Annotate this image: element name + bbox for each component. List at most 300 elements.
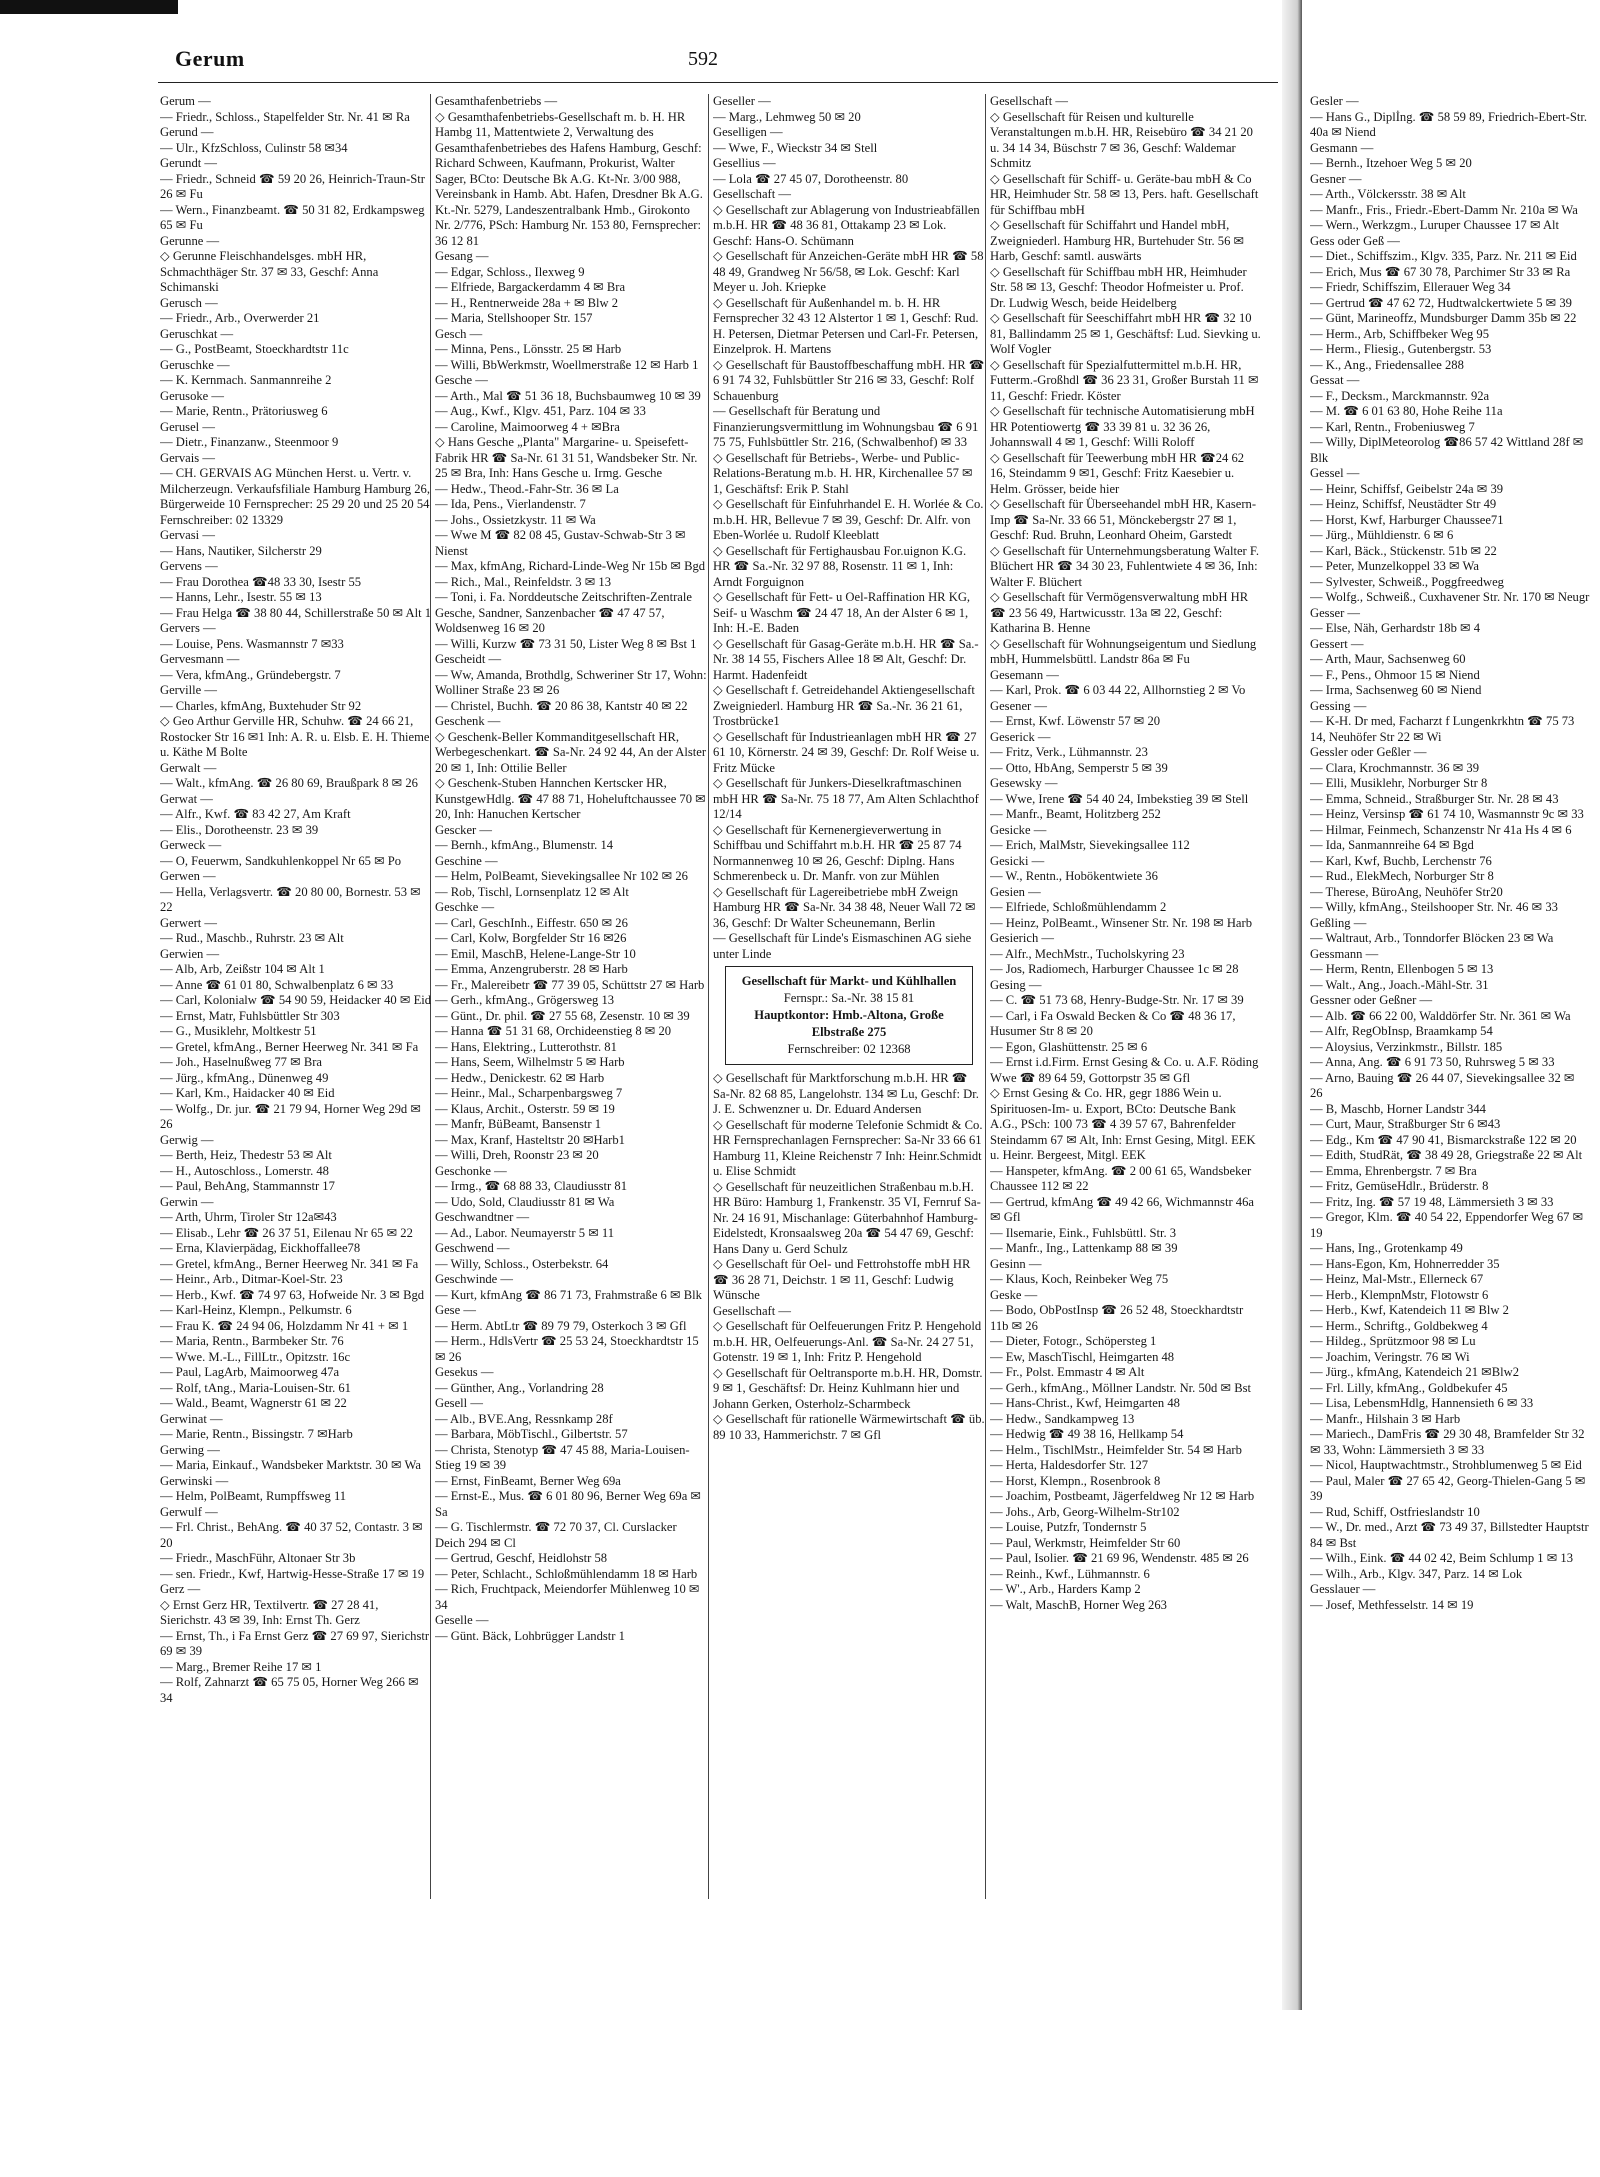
- directory-entry: ◇ Gesellschaft für Schiffbau mbH HR, Heimhuder Str. 58 ✉ 13, Geschf: Theodor Hofmeister u. Prof. Dr. Ludwig Wesch, beide Heidelberg: [990, 264, 1247, 310]
- directory-entry: — Jürg., Mühldienstr. 6 ✉ 6: [1310, 528, 1454, 542]
- directory-entry: — Emma, Schneid., Straßburger Str. Nr. 28 ✉ 43: [1310, 791, 1559, 806]
- directory-entry: — Maria, Rentn., Barmbeker Str. 76: [160, 1334, 344, 1348]
- directory-entry: — Hans, Seem, Wilhelmstr 5 ✉ Harb: [435, 1055, 625, 1069]
- directory-entry: Gesslauer —: [1310, 1582, 1376, 1596]
- directory-entry: Geseller —: [713, 94, 771, 108]
- directory-entry: — Maria, Stellshooper Str. 157: [435, 311, 593, 325]
- directory-entry: — M. ☎ 6 01 63 80, Hohe Reihe 11a: [1310, 404, 1503, 418]
- directory-entry: — Emil, MaschB, Helene-Lange-Str 10: [435, 946, 636, 961]
- directory-entry: ◇ Gesellschaft für rationelle Wärmewirtschaft ☎ üb. 89 10 33, Hammerichstr. 7 ✉ Gfl: [713, 1412, 985, 1442]
- directory-entry: — Fritz, Verk., Lühmannstr. 23: [990, 745, 1148, 759]
- directory-entry: ◇ Gesellschaft für Junkers-Dieselkraftmaschinen mbH HR ☎ Sa-Nr. 75 18 77, Am Alten Schlachthof 12/14: [713, 776, 979, 821]
- directory-entry: ◇ Ernst Gerz HR, Textilvertr. ☎ 27 28 41, Sierichstr. 43 ✉ 39, Inh: Ernst Th. Gerz: [160, 1597, 379, 1627]
- directory-entry: Gerunne —: [160, 233, 220, 248]
- column-rule: [708, 94, 709, 1899]
- directory-entry: Gerwert —: [160, 915, 217, 930]
- directory-entry: — Ernst-E., Mus. ☎ 6 01 80 96, Berner Weg 69a ✉ Sa: [435, 1489, 701, 1519]
- directory-entry: ◇ Gesellschaft für Oeltransporte m.b.H. HR, Domstr. 9 ✉ 1, Geschäftsf: Dr. Heinz Kuhlmann hier und Johann Gerken, Osterholz-Scharmbeck: [713, 1365, 983, 1411]
- directory-entry: — Manfr., Ing., Lattenkamp 88 ✉ 39: [990, 1241, 1178, 1255]
- directory-entry: Gesener —: [990, 698, 1047, 713]
- directory-entry: ◇ Gesellschaft für Seeschiffahrt mbH HR ☎ 32 10 81, Ballindamm 25 ✉ 1, Geschäftsf: Lud. Sievking u. Wolf Vogler: [990, 311, 1261, 356]
- directory-entry: — Therese, BüroAng, Neuhöfer Str20: [1310, 884, 1503, 899]
- directory-entry: — Herb., Kwf, Katendeich 11 ✉ Blw 2: [1310, 1303, 1509, 1317]
- directory-entry: — Josef, Methfesselstr. 14 ✉ 19: [1310, 1597, 1474, 1612]
- directory-entry: ◇ Gesellschaft für Reisen und kulturelle Veranstaltungen m.b.H. HR, Reisebüro ☎ 34 21 20 u. 34 14 34, Büschstr 7 ✉ 36, Geschf: Waldemar Schmitz: [990, 109, 1253, 170]
- directory-entry: Geserick —: [990, 729, 1051, 744]
- directory-entry: — Wwe, Irene ☎ 54 40 24, Imbekstieg 39 ✉ Stell: [990, 791, 1249, 806]
- running-head: Gerum: [175, 46, 245, 71]
- directory-entry: Geruschke —: [160, 357, 230, 372]
- directory-entry: — Waltraut, Arb., Tonndorfer Blöcken 23 ✉ Wa: [1310, 931, 1554, 945]
- directory-entry: — F., Pens., Ohmoor 15 ✉ Niend: [1310, 667, 1480, 682]
- directory-entry: — Charles, kfmAng, Buxtehuder Str 92: [160, 698, 362, 713]
- directory-entry: Gescheidt —: [435, 652, 502, 666]
- directory-entry: ◇ Hans Gesche „Planta" Margarine- u. Speisefett-Fabrik HR ☎ Sa-Nr. 61 31 51, Wandsbeker Str. Nr. 25 ✉ Bra, Inh: Hans Gesche u. Irmg. Gesche: [435, 435, 698, 480]
- directory-entry: — Emma, Anzengruberstr. 28 ✉ Harb: [435, 962, 628, 976]
- directory-entry: ◇ Gesellschaft für Lagereibetriebe mbH Zweign Hamburg HR ☎ Sa-Nr. 34 38 48, Neuer Wall 72 ✉36, Geschf: Dr Walter Scheunemann, Berlin: [713, 884, 976, 930]
- directory-entry: Gesewsky —: [990, 776, 1058, 790]
- directory-entry: Geschine —: [435, 853, 498, 868]
- directory-entry: — Paul, Isolier. ☎ 21 69 96, Wendenstr. 485 ✉ 26: [990, 1551, 1249, 1565]
- directory-entry: Geschonke —: [435, 1163, 507, 1178]
- directory-entry: Geselle —: [435, 1613, 489, 1627]
- directory-entry: — Willi, Kurzw ☎ 73 31 50, Lister Weg 8 ✉ Bst 1: [435, 636, 697, 651]
- directory-entry: — Carl, Kolonialw ☎ 54 90 59, Heidacker 40 ✉ Eid: [160, 993, 432, 1007]
- directory-entry: Gesner —: [1310, 171, 1362, 186]
- directory-entry: — Alfr, RegObInsp, Braamkamp 54: [1310, 1024, 1493, 1038]
- directory-entry: — Willi, Dreh, Roonstr 23 ✉ 20: [435, 1148, 599, 1162]
- directory-entry: — Bernh., Itzehoer Weg 5 ✉ 20: [1310, 156, 1472, 170]
- directory-entry: ◇ Ernst Gesing & Co. HR, gegr 1886 Wein u. Spirituosen-Im- u. Export, BCto: Deutsche Bank A.G., PSch: 100 73 ☎ 4 39 57 67, Bahrenfelder Steindamm 67 ✉ Alt, Inh: Ernst Gesing, Mitgl. EEK u. Heinr. Bergeest, Mitgl. EEK: [990, 1086, 1256, 1162]
- directory-entry: — Manfr, BüBeamt, Bansenstr 1: [435, 1117, 601, 1131]
- directory-entry: ◇ Gesellschaft für Kernenergieverwertung in Schiffbau und Schiffahrt m.b.H. HR ☎ 25 87 74 Normannenweg 10 ✉ 26, Geschf: Diplng. Hans Schmerenbeck u. Dr. Manfr. von zur Mühlen: [713, 822, 962, 883]
- directory-entry: ◇ Gesellschaft für Gasag-Geräte m.b.H. HR ☎ Sa.-Nr. 38 14 55, Fischers Allee 18 ✉ Alt, Geschf: Dr. Harmt. Hadenfeidt: [713, 636, 979, 682]
- directory-entry: Gesicke —: [990, 822, 1047, 837]
- directory-entry: Geske —: [990, 1287, 1038, 1302]
- directory-entry: — Gregor, Klm. ☎ 40 54 22, Eppendorfer Weg 67 ✉ 19: [1310, 1210, 1584, 1240]
- directory-entry: — W'., Arb., Harders Kamp 2: [990, 1582, 1141, 1596]
- directory-entry: — Edgar, Schloss., Ilexweg 9: [435, 264, 585, 279]
- directory-entry: — Alb, Arb, Zeißstr 104 ✉ Alt 1: [160, 962, 325, 976]
- directory-entry: — Rich, Fruchtpack, Meiendorfer Mühlenweg 10 ✉ 34: [435, 1582, 700, 1612]
- directory-entry: Gesell —: [435, 1396, 483, 1410]
- directory-entry: — Günt. Bäck, Lohbrügger Landstr 1: [435, 1628, 625, 1643]
- directory-entry: Gessat —: [1310, 373, 1360, 387]
- column-4: [990, 94, 1262, 1894]
- directory-entry: — W., Rentn., Hobökentwiete 36: [990, 869, 1158, 883]
- directory-entry: — Sylvester, Schweiß., Poggfreedweg: [1310, 574, 1504, 589]
- directory-entry: — Rolf, Zahnarzt ☎ 65 75 05, Horner Weg 266 ✉ 34: [160, 1675, 419, 1705]
- directory-entry: — Wilh., Eink. ☎ 44 02 42, Beim Schlump 1 ✉ 13: [1310, 1551, 1574, 1565]
- scan-margin-bottom: [0, 2010, 1600, 2177]
- directory-entry: — F., Decksm., Marckmannstr. 92a: [1310, 388, 1490, 403]
- directory-entry: ◇ Gesellschaft zur Ablagerung von Industrieabfällen m.b.H. HR ☎ 48 36 81, Ottakamp 23 ✉ Lok. Geschf: Hans-O. Schümann: [713, 202, 980, 248]
- directory-entry: Gesinn —: [990, 1256, 1042, 1271]
- directory-entry: Gerwen —: [160, 869, 216, 883]
- directory-entry: — Ulr., KfzSchloss, Culinstr 58 ✉34: [160, 140, 348, 155]
- directory-entry: ◇ Gesellschaft für Marktforschung m.b.H. HR ☎ Sa-Nr. 82 68 85, Langelohstr. 134 ✉ Lu, Geschf: Dr. J. E. Schwenzner u. Dr. Eduard Andersen: [713, 1071, 979, 1116]
- directory-entry: ◇ Gesellschaft für technische Automatisierung mbH HR Potentiowertg ☎ 33 39 81 u. 32 36 26, Johannswall 4 ✉ 1, Geschf: Willi Roloff: [990, 404, 1255, 449]
- directory-entry: Gessing —: [1310, 698, 1367, 713]
- directory-entry: — Erich, MalMstr, Sievekingsallee 112: [990, 838, 1190, 852]
- directory-entry: Gesler —: [1310, 94, 1359, 108]
- directory-entry: — Heinz, Mal-Mstr., Ellerneck 67: [1310, 1272, 1484, 1286]
- directory-entry: Gessler oder Geßler —: [1310, 745, 1427, 759]
- advert-office: Hauptkontor: Hmb.-Altona, Große Elbstraße 275: [754, 1008, 944, 1039]
- directory-entry: ◇ Gesellschaft für Vermögensverwaltung mbH HR ☎ 23 56 49, Hartwicusstr. 13a ✉ 22, Geschf: Katharina B. Henne: [990, 590, 1249, 635]
- directory-entry: — Alfr., Kwf. ☎ 83 42 27, Am Kraft: [160, 807, 351, 821]
- advert-box: [725, 966, 973, 1065]
- directory-entry: Gerundt —: [160, 156, 218, 170]
- directory-entry: — Walt., Ang., Joach.-Mähl-Str. 31: [1310, 977, 1489, 992]
- directory-entry: ◇ Gesellschaft für Fertighausbau For.uignon K.G. HR ☎ Sa.-Nr. 32 97 88, Rosenstr. 11 ✉ 1, Inh: Arndt Forguignon: [713, 543, 967, 589]
- directory-entry: — Reinh., Kwf., Lühmannstr. 6: [990, 1566, 1150, 1581]
- directory-entry: — Helm., TischlMstr., Heimfelder Str. 54 ✉ Harb: [990, 1442, 1242, 1457]
- directory-entry: Gessert —: [1310, 636, 1364, 651]
- directory-entry: Gerwig —: [160, 1132, 214, 1147]
- directory-entry: Gervens —: [160, 559, 218, 573]
- directory-entry: — Horst, Kwf, Harburger Chaussee71: [1310, 512, 1504, 527]
- directory-entry: — Gertrud, kfmAng ☎ 49 42 66, Wichmannstr 46a ✉ Gfl: [990, 1194, 1254, 1224]
- directory-entry: — Emma, Ehrenbergstr. 7 ✉ Bra: [1310, 1163, 1477, 1178]
- directory-entry: — Fritz, GemüseHdlr., Brüderstr. 8: [1310, 1179, 1489, 1193]
- directory-entry: — Hildeg., Sprützmoor 98 ✉ Lu: [1310, 1334, 1476, 1348]
- directory-entry: — Karl, Km., Haidacker 40 ✉ Eid: [160, 1086, 335, 1100]
- directory-entry: — Ernst, Th., i Fa Ernst Gerz ☎ 27 69 97, Sierichstr 69 ✉ 39: [160, 1628, 430, 1658]
- column-1: [160, 94, 432, 1894]
- directory-entry: — Gertrud, Geschf, Heidlohstr 58: [435, 1551, 608, 1565]
- directory-entry: — Walt, MaschB, Horner Weg 263: [990, 1597, 1167, 1612]
- directory-entry: — Marg., Lehmweg 50 ✉ 20: [713, 109, 861, 124]
- directory-entry: — B, Maschb, Horner Landstr 344: [1310, 1101, 1486, 1116]
- advert-phone: Fernspr.: Sa.-Nr. 38 15 81: [783, 991, 915, 1005]
- directory-entry: ◇ Gesellschaft für neuzeitlichen Straßenbau m.b.H. HR Büro: Hamburg 1, Frankenstr. 35 VI, Fernruf Sa-Nr. 24 16 91, Mischanlage: Güterbahnhof Hamburg-Eidelstedt, Kronsaalsweg 20a ☎ 54 47 69, Geschf: Hans Dany u. Gerd Schulz: [713, 1179, 981, 1256]
- directory-entry: ◇ Gesellschaft für Spezialfuttermittel m.b.H. HR, Futterm.-Großhdl ☎ 36 23 31, Großer Burstah 11 ✉ 11, Geschf: Friedr. Köster: [990, 357, 1259, 403]
- directory-entry: — Walt., kfmAng. ☎ 26 80 69, Braußpark 8 ✉ 26: [160, 776, 418, 790]
- directory-entry: Geschke —: [435, 900, 495, 914]
- directory-entry: ◇ Gesellschaft für Fett- u Oel-Raffination HR KG, Seif- u Waschm ☎ 24 47 18, An der Alster 6 ✉ 1, Inh: H.-E. Baden: [713, 590, 971, 635]
- directory-entry: — Herb., KlempnMstr, Flotowstr 6: [1310, 1287, 1489, 1302]
- directory-entry: — Gertrud ☎ 47 62 72, Hudtwalckertwiete 5 ✉ 39: [1310, 295, 1572, 310]
- directory-entry: — Hans, Ing., Grotenkamp 49: [1310, 1241, 1463, 1255]
- directory-entry: — Christa, Stenotyp ☎ 47 45 88, Maria-Louisen-Stieg 19 ✉ 39: [435, 1442, 690, 1472]
- directory-entry: — Friedr., Schloss., Stapelfelder Str. Nr. 41 ✉ Ra: [160, 109, 410, 124]
- directory-entry: — Herm., Arb, Schiffbeker Weg 95: [1310, 326, 1489, 341]
- directory-entry: — Fr., Polst. Emmastr 4 ✉ Alt: [990, 1365, 1145, 1379]
- directory-entry: — Carl, i Fa Oswald Becken & Co ☎ 48 36 17, Husumer Str 8 ✉ 20: [990, 1008, 1236, 1038]
- directory-entry: — Marie, Rentn., Prätoriusweg 6: [160, 404, 328, 418]
- directory-entry: — Rud., Maschb., Ruhrstr. 23 ✉ Alt: [160, 931, 344, 945]
- directory-entry: — Heinr., Arb., Ditmar-Koel-Str. 23: [160, 1272, 343, 1286]
- directory-entry: — Hanna ☎ 51 31 68, Orchideenstieg 8 ✉ 20: [435, 1024, 672, 1038]
- directory-entry: — Ernst, Matr, Fuhlsbüttler Str 303: [160, 1008, 340, 1023]
- directory-entry: — Hedw., Sandkampweg 13: [990, 1411, 1135, 1426]
- directory-entry: — Wolfg., Dr. jur. ☎ 21 79 94, Horner Weg 29d ✉ 26: [160, 1101, 421, 1131]
- directory-entry: — Elis., Dorotheenstr. 23 ✉ 39: [160, 822, 319, 837]
- directory-entry: — Günt., Dr. phil. ☎ 27 55 68, Zesenstr. 10 ✉ 39: [435, 1008, 690, 1023]
- directory-entry: — Wern., Werkzgm., Luruper Chaussee 17 ✉ Alt: [1310, 218, 1560, 232]
- directory-entry: Gerusoke —: [160, 388, 225, 403]
- directory-entry: — Frl. Lilly, kfmAng., Goldbekufer 45: [1310, 1380, 1508, 1395]
- directory-entry: Gesellschaft —: [713, 187, 791, 201]
- directory-entry: Gessner oder Geßner —: [1310, 993, 1433, 1007]
- directory-entry: Gerweck —: [160, 838, 222, 852]
- directory-entry: — W., Dr. med., Arzt ☎ 73 49 37, Billstedter Hauptstr 84 ✉ Bst: [1310, 1520, 1589, 1550]
- directory-entry: — Heinz, PolBeamt., Winsener Str. Nr. 198 ✉ Harb: [990, 915, 1253, 930]
- directory-entry: ◇ Gerunne Fleischhandelsges. mbH HR, Schmachthäger Str. 37 ✉ 33, Geschf: Anna Schimanski: [160, 249, 379, 294]
- directory-entry: ◇ Geschenk-Stuben Hannchen Kertscker HR, KunstgewHdlg. ☎ 47 88 71, Hoheluftchaussee 70 ✉ 20, Inh: Hanuchen Kertscher: [435, 776, 706, 821]
- directory-entry: — Frau Helga ☎ 38 80 44, Schillerstraße 50 ✉ Alt 1: [160, 605, 432, 620]
- directory-entry: — Ernst, FinBeamt, Berner Weg 69a: [435, 1473, 621, 1488]
- directory-entry: Gerwinat —: [160, 1411, 223, 1426]
- directory-entry: — Gesellschaft für Beratung und Finanzierungsvermittlung im Wohnungsbau ☎ 6 91 75 75, Fuhlsbüttler Str. 216, (Schwalbenhof) ✉ 33: [713, 404, 979, 449]
- directory-entry: — Joachim, Veringstr. 76 ✉ Wi: [1310, 1349, 1470, 1364]
- directory-entry: — Hans-Christ., Kwf, Heimgarten 48: [990, 1396, 1180, 1410]
- directory-entry: ◇ Gesellschaft für Betriebs-, Werbe- und Public-Relations-Beratung m.b. H. HR, Kirchenallee 57 ✉ 1, Geschäftsf: Erik P. Stahl: [713, 450, 973, 496]
- directory-entry: Gesmann —: [1310, 140, 1374, 155]
- directory-entry: — C. ☎ 51 73 68, Henry-Budge-Str. Nr. 17 ✉ 39: [990, 993, 1244, 1007]
- directory-entry: Gesellschaft —: [990, 94, 1068, 108]
- directory-entry: — Otto, HbAng, Semperstr 5 ✉ 39: [990, 760, 1168, 775]
- directory-entry: — Rich., Mal., Reinfeldstr. 3 ✉ 13: [435, 574, 612, 589]
- directory-entry: Gesing —: [990, 977, 1042, 992]
- directory-entry: — Frau Dorothea ☎48 33 30, Isestr 55: [160, 574, 362, 589]
- directory-entry: — Karl, Rentn., Frobeniusweg 7: [1310, 419, 1475, 434]
- advert-title: Gesellschaft für Markt- und Kühlhallen: [741, 974, 957, 988]
- directory-entry: Gerwulf —: [160, 1504, 218, 1519]
- directory-entry: — Joh., Haselnußweg 77 ✉ Bra: [160, 1055, 323, 1069]
- directory-entry: Gesekus —: [435, 1365, 494, 1379]
- directory-entry: — Peter, Schlacht., Schloßmühlendamm 18 ✉ Harb: [435, 1566, 698, 1581]
- facing-page: [1302, 0, 1600, 2010]
- directory-entry: — Arth, Uhrm, Tiroler Str 12a✉43: [160, 1210, 337, 1224]
- directory-entry: — Louise, Pens. Wasmannstr 7 ✉33: [160, 636, 344, 651]
- directory-entry: — Arth, Maur, Sachsenweg 60: [1310, 652, 1466, 666]
- directory-entry: — Manfr., Beamt, Holitzberg 252: [990, 807, 1161, 821]
- directory-entry: — Hans, Elektring., Lutterothstr. 81: [435, 1039, 617, 1054]
- directory-entry: — Jos, Radiomech, Harburger Chaussee 1c ✉ 28: [990, 962, 1239, 976]
- directory-entry: — Paul, Maler ☎ 27 65 42, Georg-Thielen-Gang 5 ✉ 39: [1310, 1473, 1586, 1503]
- directory-entry: ◇ Gesellschaft für Schiffahrt und Handel mbH, Zweigniederl. Hamburg HR, Burtehuder Str. 56 ✉ Harb, Geschf: samtl. auswärts: [990, 218, 1245, 263]
- directory-entry: Gess oder Geß —: [1310, 233, 1400, 248]
- directory-entry: — Christel, Buchh. ☎ 20 86 38, Kantstr 40 ✉ 22: [435, 698, 688, 713]
- directory-entry: — Louise, Putzfr, Tondernstr 5: [990, 1520, 1147, 1534]
- directory-entry: — Carl, Kolw, Borgfelder Str 16 ✉26: [435, 931, 627, 945]
- directory-entry: — Peter, Munzelkoppel 33 ✉ Wa: [1310, 559, 1479, 573]
- directory-entry: — G., PostBeamt, Stoeckhardtstr 11c: [160, 342, 349, 356]
- directory-entry: — Lisa, LebensmHdlg, Hannensieth 6 ✉ 33: [1310, 1396, 1534, 1410]
- directory-entry: Gervasi —: [160, 528, 215, 542]
- directory-entry: — Maria, Einkauf., Wandsbeker Marktstr. 30 ✉ Wa: [160, 1458, 421, 1472]
- directory-entry: — Hedw., Denickestr. 62 ✉ Harb: [435, 1070, 605, 1085]
- directory-entry: Geruschkat —: [160, 326, 234, 341]
- directory-entry: — CH. GERVAIS AG München Herst. u. Vertr. v. Milcherzeugn. Verkaufsfiliale Hamburg Hamburg 26, Bürgerweide 10 Fernsprecher: 25 29 20 und 25 20 54 Fernschreiber: 02 13329: [160, 466, 430, 527]
- directory-entry: — Hanspeter, kfmAng. ☎ 2 00 61 65, Wandsbeker Chaussee 112 ✉ 22: [990, 1163, 1252, 1193]
- directory-entry: — Heinr, Schiffsf, Geibelstr 24a ✉ 39: [1310, 481, 1504, 496]
- directory-entry: — Berth, Heiz, Thedestr 53 ✉ Alt: [160, 1148, 332, 1162]
- directory-entry: — Irmg., ☎ 68 88 33, Claudiusstr 81: [435, 1179, 627, 1193]
- directory-entry: — Mariech., DamFris ☎ 29 30 48, Bramfelder Str 32 ✉ 33, Wohn: Lämmersieth 3 ✉ 33: [1310, 1427, 1585, 1457]
- directory-entry: — Else, Näh, Gerhardstr 18b ✉ 4: [1310, 621, 1481, 635]
- directory-entry: — Minna, Pens., Lönsstr. 25 ✉ Harb: [435, 342, 622, 356]
- directory-entry: — Wern., Finanzbeamt. ☎ 50 31 82, Erdkampsweg 65 ✉ Fu: [160, 202, 425, 232]
- directory-entry: — O, Feuerwm, Sandkuhlenkoppel Nr 65 ✉ Po: [160, 853, 402, 868]
- directory-entry: Gesang —: [435, 249, 489, 263]
- directory-entry: ◇ Gesellschaft für Teewerbung mbH HR ☎24 62 16, Steindamm 9 ✉1, Geschf: Fritz Kaesebier u. Helm. Grösser, beide hier: [990, 450, 1245, 496]
- directory-entry: — Willy, DiplMeteorolog ☎86 57 42 Wittland 28f ✉ Blk: [1310, 435, 1584, 465]
- directory-entry: Gesellius —: [713, 156, 776, 170]
- directory-entry: ◇ Gesamthafenbetriebs-Gesellschaft m. b. H. HR Hambg 11, Mattentwiete 2, Verwaltung des Gesamthafenbetriebes des Hafens Hamburg, Geschf: Richard Schween, Kaufmann, Prokurist, Walter Sager, BCto: Deutsche Bk A.G. Kt-Nr. 3/00 988, Vereinsbank in Hamb. Abt. Hafen, Dresdner Bk A.G. Kt.-Nr. 5279, Landeszentralbank Hmb., Girokonto Nr. 2/776, PSch: Hamburg Nr. 153 80, Fernsprecher: 36 12 81: [435, 109, 703, 248]
- header-rule: [158, 82, 1278, 83]
- directory-entry: — Arth., Völckersstr. 38 ✉ Alt: [1310, 187, 1466, 201]
- directory-entry: — Toni, i. Fa. Norddeutsche Zeitschriften-Zentrale Gesche, Sandner, Sanzenbacher ☎ 47 47 57, Woldsenweg 16 ✉ 20: [435, 590, 692, 635]
- directory-entry: — Hans-Egon, Km, Hohnerredder 35: [1310, 1256, 1500, 1271]
- directory-entry: — Hans G., Diplİng. ☎ 58 59 89, Friedrich-Ebert-Str. 40a ✉ Niend: [1310, 109, 1587, 139]
- directory-entry: Gessmann —: [1310, 946, 1379, 961]
- directory-entry: — Jürg., kfmAng, Katendeich 21 ✉Blw2: [1310, 1365, 1519, 1379]
- directory-entry: Gerwing —: [160, 1442, 220, 1457]
- directory-entry: Gesamthafenbetriebs —: [435, 94, 558, 108]
- directory-entry: — Edith, StudRät, ☎ 38 49 28, Griegstraße 22 ✉ Alt: [1310, 1148, 1583, 1162]
- directory-entry: — Johs., Ossietzkystr. 11 ✉ Wa: [435, 512, 596, 527]
- directory-entry: Gerund —: [160, 125, 214, 139]
- directory-entry: — Gretel, kfmAng., Berner Heerweg Nr. 341 ✉ Fa: [160, 1256, 419, 1271]
- directory-entry: — Willy, Schloss., Osterbekstr. 64: [435, 1256, 609, 1271]
- directory-entry: ◇ Gesellschaft für Einfuhrhandel E. H. Worlée & Co. m.b.H. HR, Bellevue 7 ✉ 39, Geschf: Dr. Alfr. von Eben-Worlée u. Rudolf Kleeblatt: [713, 497, 984, 542]
- column-2: [435, 94, 707, 1894]
- directory-entry: — Johs., Arb, Georg-Wilhelm-Str102: [990, 1504, 1180, 1519]
- directory-entry: — Rolf, tAng., Maria-Louisen-Str. 61: [160, 1380, 351, 1395]
- directory-entry: — Edg., Km ☎ 47 90 41, Bismarckstraße 122 ✉ 20: [1310, 1132, 1577, 1147]
- directory-entry: — Ew, MaschTischl, Heimgarten 48: [990, 1349, 1175, 1364]
- directory-entry: — Carl, GeschInh., Eiffestr. 650 ✉ 26: [435, 915, 628, 930]
- directory-entry: Gesemann —: [990, 667, 1059, 682]
- directory-entry: Gese —: [435, 1303, 476, 1317]
- directory-entry: ◇ Gesellschaft für Baustoffbeschaffung mbH. HR ☎ 6 91 74 32, Fuhlsbüttler Str 216 ✉ 33, Geschf: Rolf Schauenburg: [713, 357, 985, 403]
- column-5: [1310, 94, 1590, 1894]
- directory-entry: — Erna, Klavierpädag, Eickhoffallee78: [160, 1241, 361, 1255]
- directory-entry: — Karl-Heinz, Klempn., Pelkumstr. 6: [160, 1303, 352, 1317]
- directory-entry: — Alfr., MechMstr., Tucholskyring 23: [990, 946, 1185, 961]
- directory-entry: — Herta, Haldesdorfer Str. 127: [990, 1458, 1149, 1472]
- directory-entry: — Friedr., Arb., Overwerder 21: [160, 311, 320, 325]
- directory-entry: — Arth., Mal ☎ 51 36 18, Buchsbaumweg 10 ✉ 39: [435, 388, 701, 403]
- directory-entry: — Gretel, kfmAng., Berner Heerweg Nr. 341 ✉ Fa: [160, 1039, 419, 1054]
- directory-entry: — Manfr., Hilshain 3 ✉ Harb: [1310, 1411, 1461, 1426]
- directory-entry: — Bodo, ObPostInsp ☎ 26 52 48, Stoeckhardtstr 11b ✉ 26: [990, 1303, 1244, 1333]
- directory-entry: — Max, kfmAng, Richard-Linde-Weg Nr 15b ✉ Bgd: [435, 559, 706, 573]
- directory-entry: Gessel —: [1310, 466, 1360, 480]
- directory-entry: — Herm, Rentn, Ellenbogen 5 ✉ 13: [1310, 962, 1494, 976]
- directory-entry: — Marg., Bremer Reihe 17 ✉ 1: [160, 1659, 322, 1674]
- directory-entry: — Aug., Kwf., Klgv. 451, Parz. 104 ✉ 33: [435, 404, 646, 418]
- directory-entry: Gerwat —: [160, 791, 213, 806]
- directory-entry: — Marie, Rentn., Bissingstr. 7 ✉Harb: [160, 1427, 353, 1441]
- directory-entry: Gerum —: [160, 94, 211, 108]
- directory-entry: — Paul, Werkmstr, Heimfelder Str 60: [990, 1535, 1181, 1550]
- directory-entry: — Rud, Schiff, Ostfrieslandstr 10: [1310, 1504, 1480, 1519]
- directory-entry: — Günt, Marineoffz, Mundsburger Damm 35b ✉ 22: [1310, 311, 1577, 325]
- directory-entry: — Herb., Kwf. ☎ 74 97 63, Hofweide Nr. 3 ✉ Bgd: [160, 1287, 425, 1302]
- directory-entry: — Anne ☎ 61 01 80, Schwalbenplatz 6 ✉ 33: [160, 977, 394, 992]
- directory-entry: — Ernst i.d.Firm. Ernst Gesing & Co. u. A.F. Röding Wwe ☎ 89 64 59, Gottorpstr 35 ✉ Gfl: [990, 1055, 1259, 1085]
- directory-entry: ◇ Geo Arthur Gerville HR, Schuhw. ☎ 24 66 21, Rostocker Str 16 ✉1 Inh: A. R. u. Elsb. E. H. Thieme u. Käthe M Bolte: [160, 714, 430, 759]
- directory-entry: — Rob, Tischl, Lornsenplatz 12 ✉ Alt: [435, 884, 629, 899]
- directory-entry: Geschenk —: [435, 714, 501, 728]
- directory-entry: Gesser —: [1310, 605, 1361, 620]
- directory-entry: ◇ Gesellschaft für Außenhandel m. b. H. HR Fernsprecher 32 43 12 Alstertor 1 ✉ 1, Geschf: Rud. H. Petersen, Dietmar Petersen und Carl-Fr. Petersen, Einzelprok. H. Martens: [713, 295, 979, 356]
- directory-entry: ◇ Gesellschaft für Unternehmungsberatung Walter F. Blüchert HR ☎ 34 30 23, Fuhlentwiete 4 ✉ 36, Inh: Walter F. Blüchert: [990, 543, 1260, 589]
- directory-entry: — Ida, Pens., Vierlandenstr. 7: [435, 497, 586, 511]
- directory-entry: — Hella, Verlagsvertr. ☎ 20 80 00, Bornestr. 53 ✉ 22: [160, 884, 421, 914]
- directory-entry: Gerusel —: [160, 419, 215, 434]
- directory-entry: — Dietr., Finanzanw., Steenmoor 9: [160, 435, 339, 449]
- directory-entry: — Alb. ☎ 66 22 00, Walddörfer Str. Nr. 361 ✉ Wa: [1310, 1008, 1571, 1023]
- directory-entry: — Hedwig ☎ 49 38 16, Hellkamp 54: [990, 1427, 1184, 1441]
- directory-entry: ◇ Gesellschaft für moderne Telefonie Schmidt & Co. HR Fernsprechanlagen Fernsprecher: Sa-Nr 33 66 61 Hamburg 11, Kleine Reichenstr 7 Inh: Heinr.Schmidt u. Elise Schmidt: [713, 1117, 983, 1178]
- directory-entry: — Frau K. ☎ 24 94 06, Holzdamm Nr 41 + ✉ 1: [160, 1318, 409, 1333]
- directory-entry: — K., Ang., Friedensallee 288: [1310, 357, 1464, 372]
- directory-entry: — Arno, Bauing ☎ 26 44 07, Sievekingsallee 32 ✉ 26: [1310, 1070, 1575, 1100]
- directory-entry: — Ww, Amanda, Brothdlg, Schweriner Str 17, Wohn: Wolliner Straße 23 ✉ 26: [435, 667, 707, 697]
- directory-entry: Geschwandtner —: [435, 1210, 530, 1224]
- directory-entry: — Anna, Ang. ☎ 6 91 73 50, Ruhrsweg 5 ✉ 33: [1310, 1055, 1555, 1069]
- directory-entry: — Gerh., kfmAng., Möllner Landstr. Nr. 50d ✉ Bst: [990, 1380, 1252, 1395]
- directory-entry: — Wolfg., Schweiß., Cuxhavener Str. Nr. 170 ✉ Neugr: [1310, 590, 1590, 604]
- directory-entry: — sen. Friedr., Kwf, Hartwig-Hesse-Straße 17 ✉ 19: [160, 1566, 425, 1581]
- directory-entry: — Helm, PolBeamt, Sievekingsallee Nr 102 ✉ 26: [435, 869, 688, 883]
- directory-entry: — Barbara, MöbTischl., Gilbertstr. 57: [435, 1427, 628, 1441]
- directory-entry: — Elfriede, Bargackerdamm 4 ✉ Bra: [435, 280, 626, 294]
- book-gutter: [1282, 0, 1304, 2010]
- directory-entry: Gerville —: [160, 683, 218, 697]
- page-number: 592: [688, 48, 718, 70]
- directory-entry: Gesch —: [435, 326, 483, 341]
- directory-entry: — Heinz, Versinsp ☎ 61 74 10, Wasmannstr 9c ✉ 33: [1310, 807, 1584, 821]
- directory-entry: — Friedr., MaschFühr, Altonaer Str 3b: [160, 1551, 356, 1565]
- directory-entry: — Curt, Maur, Straßburger Str 6 ✉43: [1310, 1117, 1501, 1131]
- directory-entry: — Alb., BVE.Ang, Ressnkamp 28f: [435, 1411, 613, 1426]
- directory-entry: — Karl, Kwf, Buchb, Lerchenstr 76: [1310, 853, 1492, 868]
- directory-entry: — Hans, Nautiker, Silcherstr 29: [160, 543, 322, 558]
- directory-entry: Gesierich —: [990, 931, 1054, 945]
- directory-entry: ◇ Gesellschaft für Oelfeuerungen Fritz P. Hengehold m.b.H. HR, Oelfeuerungs-Anl. ☎ Sa-Nr. 24 27 51, Gotenstr. 19 ✉ 1, Inh: Fritz P. Hengehold: [713, 1319, 982, 1364]
- directory-entry: — Paul, BehAng, Stammannstr 17: [160, 1179, 335, 1193]
- directory-entry: Gervais —: [160, 450, 215, 465]
- directory-entry: — Manfr., Fris., Friedr.-Ebert-Damm Nr. 210a ✉ Wa: [1310, 202, 1578, 217]
- directory-entry: — K. Kernmach. Sanmannreihe 2: [160, 373, 332, 387]
- directory-entry: — Klaus, Koch, Reinbeker Weg 75: [990, 1272, 1169, 1286]
- directory-entry: — Karl, Prok. ☎ 6 03 44 22, Allhornstieg 2 ✉ Vo: [990, 683, 1246, 697]
- directory-entry: — G., Musiklehr, Moltkestr 51: [160, 1024, 317, 1038]
- directory-entry: ◇ Gesellschaft f. Getreidehandel Aktiengesellschaft Zweigniederl. Hamburg HR ☎ Sa.-Nr. 36 21 61, Trostbrücke1: [713, 683, 975, 728]
- directory-entry: — Lola ☎ 27 45 07, Dorotheenstr. 80: [713, 171, 909, 186]
- directory-entry: Geschwinde —: [435, 1272, 513, 1286]
- directory-entry: — Erich, Mus ☎ 67 30 78, Parchimer Str 33 ✉ Ra: [1310, 264, 1571, 279]
- directory-entry: — Diet., Schiffszim., Klgv. 335, Parz. Nr. 211 ✉ Eid: [1310, 249, 1577, 263]
- directory-entry: ◇ Gesellschaft für Anzeichen-Geräte mbH HR ☎ 58 48 49, Grandweg Nr 56/58, ✉ Lok. Geschf: Karl Meyer u. Joh. Kriepke: [713, 249, 984, 294]
- directory-entry: — Hanns, Lehr., Isestr. 55 ✉ 13: [160, 590, 322, 604]
- directory-entry: ◇ Gesellschaft für Industrieanlagen mbH HR ☎ 27 61 10, Körnerstr. 24 ✉ 39, Geschf: Dr. Rolf Weise u. Fritz Mücke: [713, 729, 980, 775]
- directory-entry: Gesicki —: [990, 853, 1045, 868]
- directory-entry: — Udo, Sold, Claudiusstr 81 ✉ Wa: [435, 1194, 615, 1209]
- directory-entry: — Egon, Glashüttenstr. 25 ✉ 6: [990, 1039, 1148, 1054]
- directory-entry: — Gesellschaft für Linde's Eismaschinen AG siehe unter Linde: [713, 931, 972, 961]
- directory-entry: — Elfriede, Schloßmühlendamm 2: [990, 900, 1167, 914]
- directory-entry: — Ida, Sanmannreihe 64 ✉ Bgd: [1310, 838, 1474, 852]
- directory-entry: — Herm., Schriftg., Goldbekweg 4: [1310, 1318, 1488, 1333]
- directory-entry: — G. Tischlermstr. ☎ 72 70 37, Cl. Curslacker Deich 294 ✉ Cl: [435, 1520, 677, 1550]
